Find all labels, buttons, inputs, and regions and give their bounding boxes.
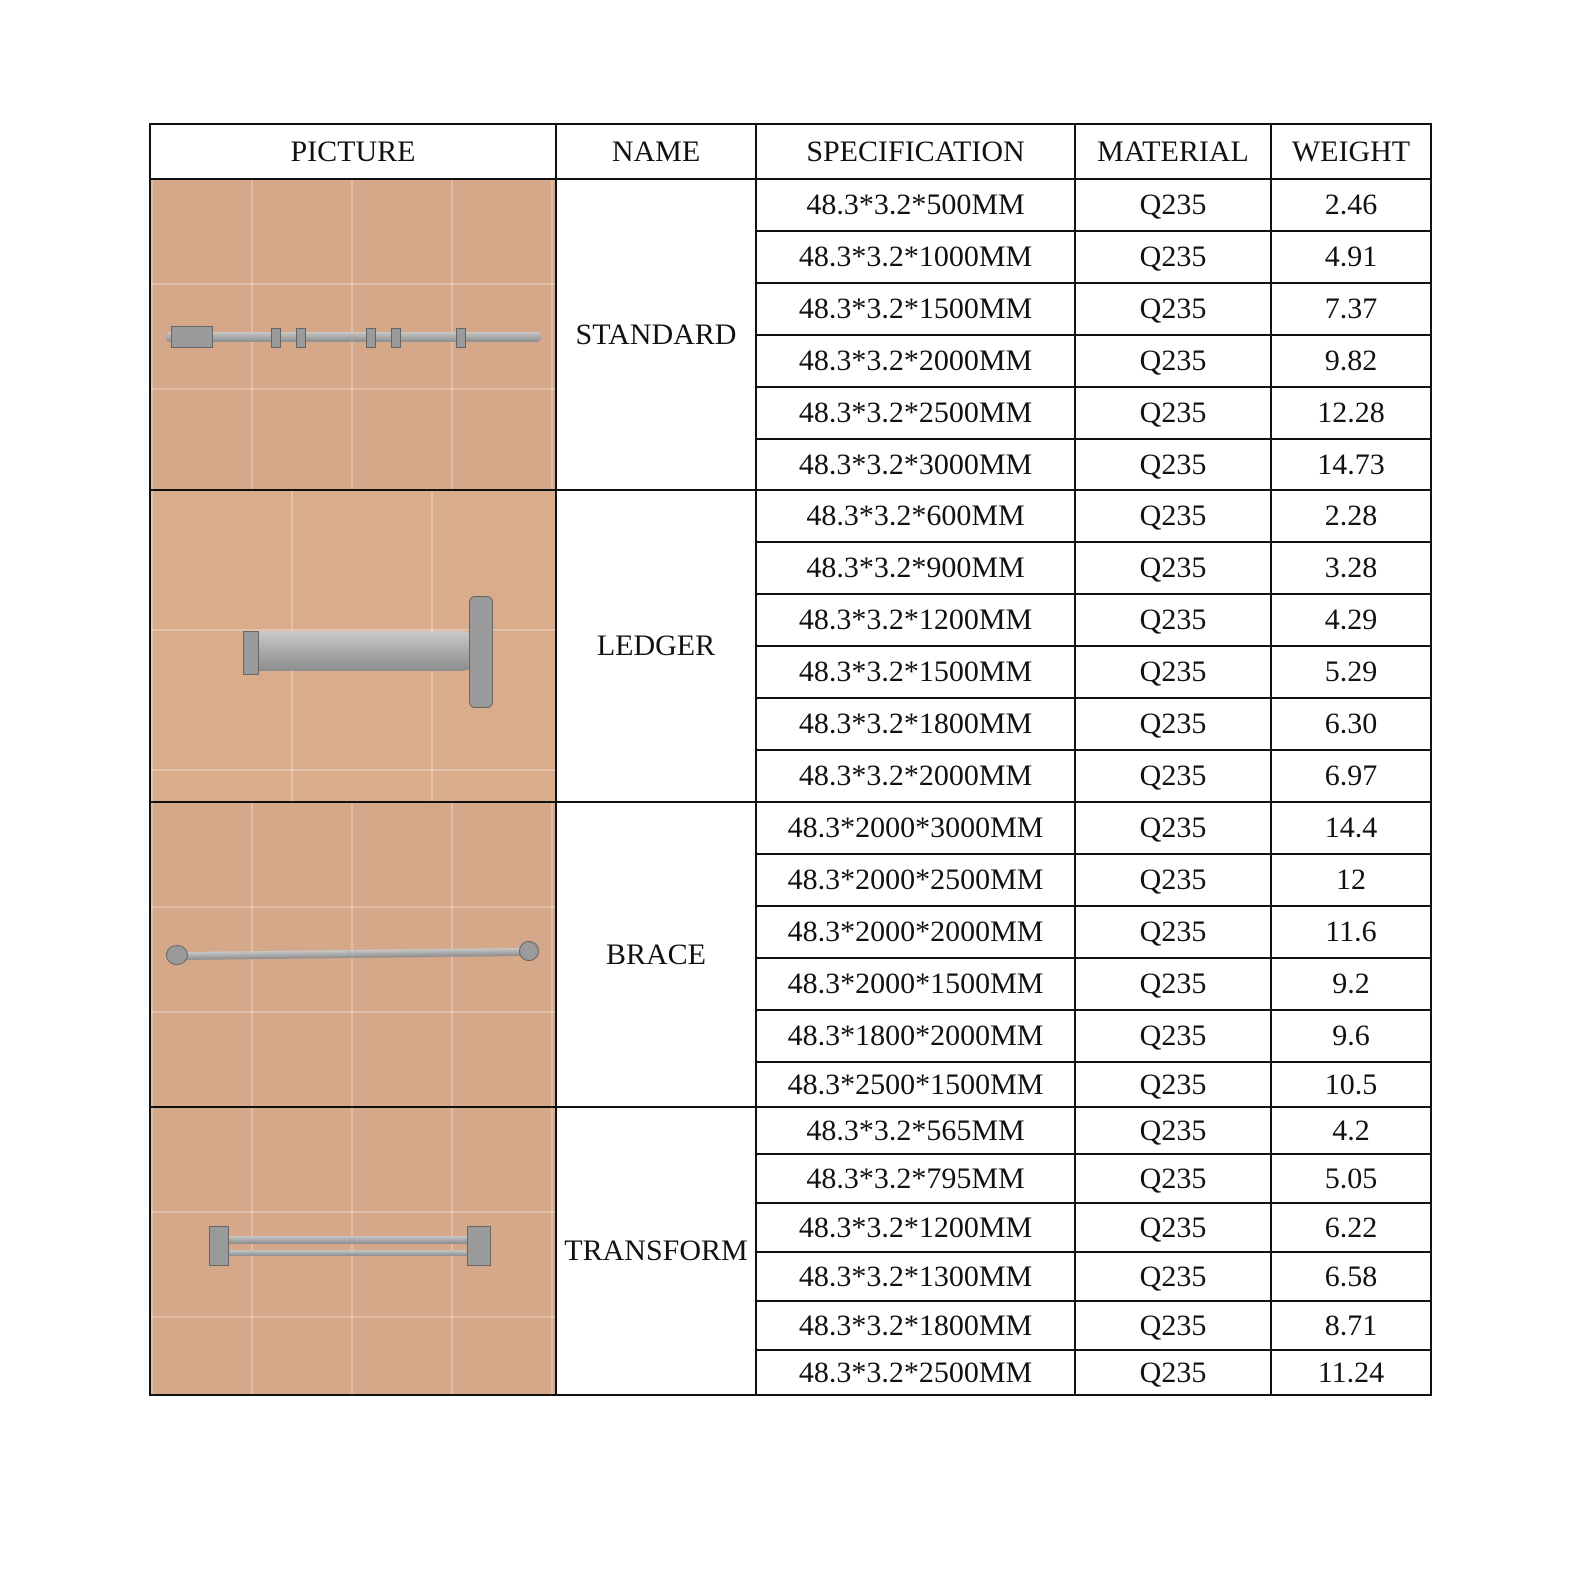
name-cell: LEDGER bbox=[556, 490, 756, 802]
specification-cell: 48.3*3.2*1200MM bbox=[756, 1203, 1075, 1252]
table-row bbox=[150, 802, 1431, 854]
specification-cell: 48.3*3.2*1800MM bbox=[756, 698, 1075, 750]
weight-cell: 3.28 bbox=[1271, 542, 1431, 594]
transform-photo bbox=[151, 1108, 555, 1394]
material-cell: Q235 bbox=[1075, 698, 1271, 750]
weight-cell: 6.97 bbox=[1271, 750, 1431, 802]
material-cell: Q235 bbox=[1075, 906, 1271, 958]
weight-cell: 9.2 bbox=[1271, 958, 1431, 1010]
specification-cell: 48.3*2000*2000MM bbox=[756, 906, 1075, 958]
weight-cell: 5.29 bbox=[1271, 646, 1431, 698]
material-cell: Q235 bbox=[1075, 231, 1271, 283]
material-cell: Q235 bbox=[1075, 335, 1271, 387]
material-cell: Q235 bbox=[1075, 490, 1271, 542]
material-cell: Q235 bbox=[1075, 1301, 1271, 1350]
weight-cell: 2.46 bbox=[1271, 179, 1431, 231]
brace-photo bbox=[151, 803, 555, 1106]
material-cell: Q235 bbox=[1075, 646, 1271, 698]
specification-cell: 48.3*3.2*500MM bbox=[756, 179, 1075, 231]
material-cell: Q235 bbox=[1075, 750, 1271, 802]
standard-pipe-photo bbox=[151, 180, 555, 489]
weight-cell: 2.28 bbox=[1271, 490, 1431, 542]
picture-cell bbox=[150, 179, 556, 490]
specification-cell: 48.3*3.2*1500MM bbox=[756, 646, 1075, 698]
name-cell: BRACE bbox=[556, 802, 756, 1107]
specification-cell: 48.3*3.2*3000MM bbox=[756, 439, 1075, 490]
material-cell: Q235 bbox=[1075, 1252, 1271, 1301]
ledger-photo bbox=[151, 491, 555, 801]
header-weight: WEIGHT bbox=[1271, 124, 1431, 179]
weight-cell: 6.30 bbox=[1271, 698, 1431, 750]
weight-cell: 4.29 bbox=[1271, 594, 1431, 646]
picture-cell bbox=[150, 490, 556, 802]
specification-cell: 48.3*3.2*1000MM bbox=[756, 231, 1075, 283]
table-row bbox=[150, 1107, 1431, 1154]
specification-cell: 48.3*3.2*1500MM bbox=[756, 283, 1075, 335]
weight-cell: 11.6 bbox=[1271, 906, 1431, 958]
specification-cell: 48.3*3.2*565MM bbox=[756, 1107, 1075, 1154]
weight-cell: 14.73 bbox=[1271, 439, 1431, 490]
material-cell: Q235 bbox=[1075, 1203, 1271, 1252]
weight-cell: 5.05 bbox=[1271, 1154, 1431, 1203]
material-cell: Q235 bbox=[1075, 594, 1271, 646]
name-cell: TRANSFORM bbox=[556, 1107, 756, 1395]
specification-cell: 48.3*2000*2500MM bbox=[756, 854, 1075, 906]
weight-cell: 12 bbox=[1271, 854, 1431, 906]
material-cell: Q235 bbox=[1075, 387, 1271, 439]
specification-cell: 48.3*3.2*1300MM bbox=[756, 1252, 1075, 1301]
header-row bbox=[150, 124, 1431, 179]
weight-cell: 6.58 bbox=[1271, 1252, 1431, 1301]
product-spec-table bbox=[149, 123, 1432, 1396]
weight-cell: 7.37 bbox=[1271, 283, 1431, 335]
material-cell: Q235 bbox=[1075, 1154, 1271, 1203]
material-cell: Q235 bbox=[1075, 1010, 1271, 1062]
material-cell: Q235 bbox=[1075, 1350, 1271, 1395]
specification-cell: 48.3*3.2*600MM bbox=[756, 490, 1075, 542]
weight-cell: 4.91 bbox=[1271, 231, 1431, 283]
weight-cell: 10.5 bbox=[1271, 1062, 1431, 1107]
specification-cell: 48.3*3.2*1200MM bbox=[756, 594, 1075, 646]
table-row bbox=[150, 490, 1431, 542]
header-picture: PICTURE bbox=[150, 124, 556, 179]
specification-cell: 48.3*2000*3000MM bbox=[756, 802, 1075, 854]
header-name: NAME bbox=[556, 124, 756, 179]
table-row bbox=[150, 179, 1431, 231]
material-cell: Q235 bbox=[1075, 283, 1271, 335]
weight-cell: 6.22 bbox=[1271, 1203, 1431, 1252]
material-cell: Q235 bbox=[1075, 439, 1271, 490]
specification-cell: 48.3*3.2*795MM bbox=[756, 1154, 1075, 1203]
specification-cell: 48.3*1800*2000MM bbox=[756, 1010, 1075, 1062]
material-cell: Q235 bbox=[1075, 1062, 1271, 1107]
material-cell: Q235 bbox=[1075, 1107, 1271, 1154]
weight-cell: 9.6 bbox=[1271, 1010, 1431, 1062]
picture-cell bbox=[150, 802, 556, 1107]
weight-cell: 12.28 bbox=[1271, 387, 1431, 439]
weight-cell: 9.82 bbox=[1271, 335, 1431, 387]
weight-cell: 11.24 bbox=[1271, 1350, 1431, 1395]
specification-cell: 48.3*3.2*2500MM bbox=[756, 1350, 1075, 1395]
material-cell: Q235 bbox=[1075, 542, 1271, 594]
specification-cell: 48.3*2000*1500MM bbox=[756, 958, 1075, 1010]
material-cell: Q235 bbox=[1075, 958, 1271, 1010]
material-cell: Q235 bbox=[1075, 854, 1271, 906]
weight-cell: 8.71 bbox=[1271, 1301, 1431, 1350]
header-specification: SPECIFICATION bbox=[756, 124, 1075, 179]
name-cell: STANDARD bbox=[556, 179, 756, 490]
specification-cell: 48.3*3.2*1800MM bbox=[756, 1301, 1075, 1350]
specification-cell: 48.3*3.2*2000MM bbox=[756, 335, 1075, 387]
specification-cell: 48.3*3.2*900MM bbox=[756, 542, 1075, 594]
specification-cell: 48.3*2500*1500MM bbox=[756, 1062, 1075, 1107]
specification-cell: 48.3*3.2*2500MM bbox=[756, 387, 1075, 439]
picture-cell bbox=[150, 1107, 556, 1395]
specification-cell: 48.3*3.2*2000MM bbox=[756, 750, 1075, 802]
weight-cell: 4.2 bbox=[1271, 1107, 1431, 1154]
material-cell: Q235 bbox=[1075, 179, 1271, 231]
material-cell: Q235 bbox=[1075, 802, 1271, 854]
header-material: MATERIAL bbox=[1075, 124, 1271, 179]
weight-cell: 14.4 bbox=[1271, 802, 1431, 854]
